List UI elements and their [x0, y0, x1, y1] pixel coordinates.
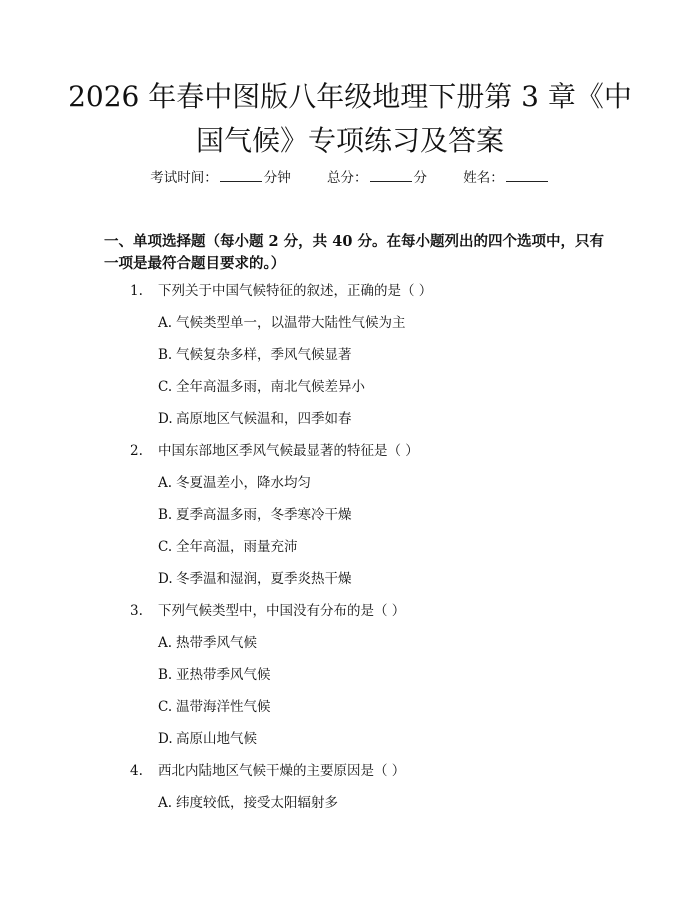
option-3a: [158, 633, 257, 653]
exam-time-unit: 分钟: [263, 170, 291, 186]
exam-time-field: [150, 167, 291, 188]
option-text: 亚热带季风气候: [176, 667, 271, 683]
name-field: [463, 167, 550, 188]
option-1b: [158, 345, 352, 365]
option-letter: A.: [158, 315, 173, 331]
option-text: 夏季高温多雨，冬季寒冷干燥: [176, 507, 352, 523]
total-score-unit: 分: [413, 170, 427, 186]
option-1d: [158, 409, 352, 429]
name-blank: [506, 167, 548, 182]
question-2: [130, 441, 419, 461]
option-text: 全年高温多雨，南北气候差异小: [176, 379, 365, 395]
option-letter: B.: [158, 507, 173, 523]
question-text: 下列气候类型中，中国没有分布的是（ ）: [158, 603, 406, 619]
option-letter: A.: [158, 635, 173, 651]
option-text: 热带季风气候: [176, 635, 257, 651]
option-1c: [158, 377, 365, 397]
option-3c: [158, 697, 271, 717]
option-letter: D.: [158, 571, 173, 587]
total-score-label: 总分：: [327, 170, 368, 186]
exam-time-label: 考试时间：: [150, 170, 218, 186]
option-text: 温带海洋性气候: [176, 699, 271, 715]
option-text: 高原山地气候: [176, 731, 257, 747]
option-1a: [158, 313, 406, 333]
page-title-line-2: 国气候》专项练习及答案: [195, 124, 504, 157]
name-label: 姓名：: [463, 170, 504, 186]
option-text: 纬度较低，接受太阳辐射多: [176, 795, 338, 811]
question-1: [130, 281, 432, 301]
option-letter: B.: [158, 667, 173, 683]
option-3b: [158, 665, 271, 685]
page-title-line-1: 2026 年春中图版八年级地理下册第 3 章《中: [68, 80, 632, 113]
option-letter: D.: [158, 731, 173, 747]
question-number: 2.: [130, 443, 143, 459]
total-score-field: [327, 167, 427, 188]
option-2a: [158, 473, 311, 493]
option-letter: D.: [158, 411, 173, 427]
option-text: 冬季温和湿润，夏季炎热干燥: [176, 571, 352, 587]
question-text: 西北内陆地区气候干燥的主要原因是（ ）: [158, 763, 406, 779]
exam-time-blank: [220, 167, 262, 182]
question-number: 4.: [130, 763, 143, 779]
option-text: 气候复杂多样，季风气候显著: [176, 347, 352, 363]
exam-meta: [0, 167, 700, 188]
question-3: [130, 601, 405, 621]
question-number: 3.: [130, 603, 143, 619]
section-heading: 一、单项选择题（每小题 2 分，共 40 分。在每小题列出的四个选项中，只有一项是最符合题目要求的。）: [104, 233, 604, 272]
option-letter: B.: [158, 347, 173, 363]
option-3d: [158, 729, 257, 749]
option-text: 高原地区气候温和，四季如春: [176, 411, 352, 427]
option-letter: C.: [158, 379, 173, 395]
total-score-blank: [370, 167, 412, 182]
option-2d: [158, 569, 352, 589]
option-letter: C.: [158, 699, 173, 715]
option-2c: [158, 537, 298, 557]
option-2b: [158, 505, 352, 525]
question-text: 中国东部地区季风气候最显著的特征是（ ）: [158, 443, 419, 459]
option-text: 冬夏温差小，降水均匀: [176, 475, 311, 491]
question-number: 1.: [130, 283, 143, 299]
option-letter: A.: [158, 475, 173, 491]
option-text: 气候类型单一，以温带大陆性气候为主: [176, 315, 406, 331]
option-4a: [158, 793, 338, 813]
option-text: 全年高温，雨量充沛: [176, 539, 298, 555]
option-letter: A.: [158, 795, 173, 811]
question-text: 下列关于中国气候特征的叙述，正确的是（ ）: [158, 283, 433, 299]
question-4: [130, 761, 405, 781]
option-letter: C.: [158, 539, 173, 555]
